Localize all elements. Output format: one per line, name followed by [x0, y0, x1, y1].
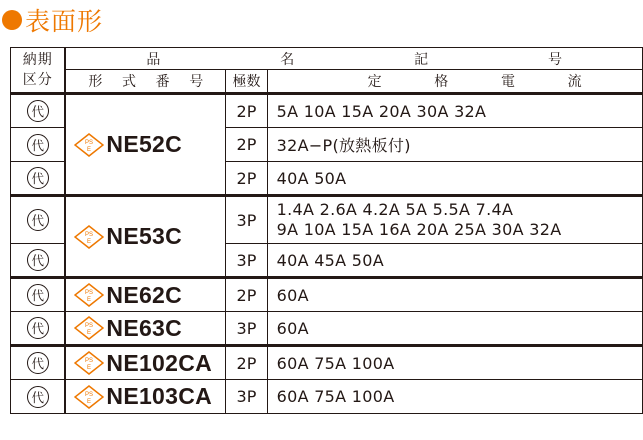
- header-product-name: [65, 48, 642, 70]
- svg-text:E: E: [87, 398, 92, 405]
- model-label: [66, 315, 225, 342]
- header-rated-current-text: [268, 71, 642, 91]
- model-cell: [65, 196, 225, 278]
- poles-cell: 3P: [226, 244, 267, 278]
- dai-mark-icon: 代: [27, 134, 49, 156]
- ratings-cell: 40A 50A: [267, 162, 642, 196]
- pse-mark-icon: [74, 316, 104, 340]
- delivery-cell: [11, 94, 66, 128]
- poles-cell: 2P: [226, 346, 267, 380]
- dai-mark-icon: 代: [27, 249, 49, 271]
- header-char: 号: [547, 51, 562, 68]
- model-number: NE102CA: [106, 349, 213, 376]
- ratings-cell: 60A 75A 100A: [267, 346, 642, 380]
- header-poles: 極数: [226, 70, 267, 94]
- svg-text:PS: PS: [85, 391, 94, 398]
- model-cell: [65, 278, 225, 312]
- poles-cell: 2P: [226, 278, 267, 312]
- pse-mark-icon: [74, 351, 104, 375]
- dai-mark-icon: 代: [27, 352, 49, 374]
- poles-cell: 3P: [226, 196, 267, 244]
- ratings-cell: 60A: [267, 278, 642, 312]
- poles-cell: 3P: [226, 312, 267, 346]
- model-number: NE53C: [106, 223, 183, 249]
- model-number: NE62C: [106, 281, 183, 308]
- header-row-1: [11, 48, 643, 70]
- delivery-cell: [11, 346, 66, 380]
- model-label: [66, 223, 225, 250]
- product-table: [10, 47, 643, 414]
- model-label: [66, 350, 225, 377]
- ratings-cell: [267, 196, 642, 244]
- svg-text:E: E: [87, 238, 92, 245]
- svg-text:E: E: [87, 146, 92, 153]
- pse-mark-icon: [74, 133, 104, 157]
- header-kubun-line1: 納期: [22, 52, 53, 68]
- svg-text:PS: PS: [85, 358, 94, 364]
- svg-text:PS: PS: [85, 323, 94, 329]
- ratings-line: 1.4A 2.6A 4.2A 5A 5.5A 7.4A: [276, 200, 514, 219]
- pse-mark-icon: [74, 225, 104, 249]
- table-row: [11, 278, 643, 312]
- dai-mark-icon: 代: [27, 284, 49, 306]
- header-product-name-text: [66, 49, 642, 69]
- ratings-cell: 60A 75A 100A: [267, 380, 642, 414]
- model-cell: [65, 94, 225, 196]
- model-label: [66, 282, 225, 309]
- pse-mark-icon: [74, 385, 104, 409]
- svg-text:PS: PS: [85, 139, 94, 146]
- header-char: 格: [434, 74, 449, 90]
- poles-cell: 2P: [226, 94, 267, 128]
- dai-mark-icon: 代: [27, 386, 49, 408]
- dai-mark-icon: 代: [27, 317, 49, 339]
- model-number: NE52C: [106, 131, 183, 157]
- table-row: [11, 312, 643, 346]
- header-char: 流: [567, 74, 582, 90]
- header-model-number: [65, 70, 225, 94]
- svg-text:E: E: [87, 330, 92, 336]
- model-number: NE63C: [106, 314, 183, 341]
- ratings-cell: 5A 10A 15A 20A 30A 32A: [267, 94, 642, 128]
- svg-text:PS: PS: [85, 231, 94, 238]
- header-char: 号: [189, 74, 204, 90]
- delivery-cell: [11, 128, 66, 162]
- delivery-cell: [11, 278, 66, 312]
- dai-mark-icon: 代: [27, 100, 49, 122]
- ratings-cell: 40A 45A 50A: [267, 244, 642, 278]
- poles-cell: 2P: [226, 128, 267, 162]
- model-label: [66, 383, 225, 410]
- svg-text:E: E: [87, 365, 92, 371]
- ratings-cell: 60A: [267, 312, 642, 346]
- header-model-number-text: [66, 71, 225, 91]
- model-cell: [65, 312, 225, 346]
- model-cell: [65, 346, 225, 380]
- model-number: NE103CA: [106, 383, 213, 409]
- header-delivery-class: [11, 48, 66, 94]
- svg-text:PS: PS: [85, 290, 94, 296]
- delivery-cell: [11, 244, 66, 278]
- dai-mark-icon: 代: [27, 209, 49, 231]
- header-char: 品: [146, 51, 161, 68]
- header-char: 記: [414, 51, 429, 68]
- delivery-cell: [11, 380, 66, 414]
- header-kubun-line2: 区分: [22, 72, 53, 88]
- table-row: [11, 196, 643, 244]
- orange-dot-icon: [2, 10, 22, 30]
- header-row-2: [11, 70, 643, 94]
- delivery-cell: [11, 196, 66, 244]
- page-heading: [2, 2, 103, 38]
- page-title: 表面形: [25, 7, 104, 36]
- delivery-cell: [11, 312, 66, 346]
- header-char: 番: [155, 74, 170, 90]
- model-cell: [65, 380, 225, 414]
- table-row: [11, 346, 643, 380]
- ratings-cell: 32A−P(放熱板付): [267, 128, 642, 162]
- table-row: [11, 94, 643, 128]
- header-char: 形: [88, 74, 103, 90]
- model-label: [66, 131, 225, 158]
- header-char: 名: [280, 51, 295, 68]
- header-char: 定: [367, 74, 382, 90]
- delivery-cell: [11, 162, 66, 196]
- dai-mark-icon: 代: [27, 167, 49, 189]
- pse-mark-icon: [74, 283, 104, 307]
- svg-text:E: E: [87, 297, 92, 303]
- poles-cell: 3P: [226, 380, 267, 414]
- header-char: 式: [122, 74, 137, 90]
- header-rated-current: [267, 70, 642, 94]
- header-char: 電: [500, 74, 516, 90]
- ratings-line: 9A 10A 15A 16A 20A 25A 30A 32A: [276, 220, 562, 239]
- poles-cell: 2P: [226, 162, 267, 196]
- table-row: [11, 380, 643, 414]
